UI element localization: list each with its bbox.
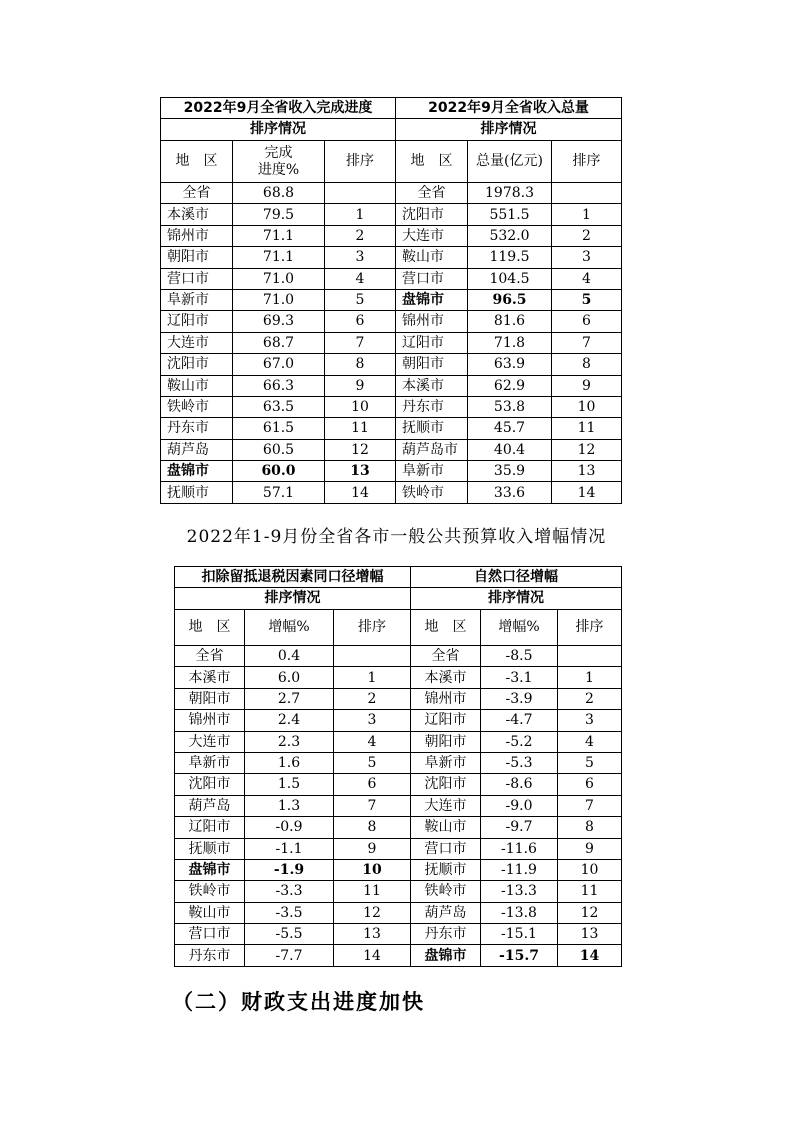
cell-value-left: 60.0 <box>233 461 325 482</box>
cell-region-right: 朝阳市 <box>411 731 481 752</box>
cell-region-right: 丹东市 <box>396 396 468 417</box>
cell-value-right: -11.9 <box>481 859 558 880</box>
cell-rank-right: 1 <box>558 667 622 688</box>
cell-region-right: 本溪市 <box>396 375 468 396</box>
cell-rank-right: 7 <box>558 795 622 816</box>
table1-header-progress: 完成 进度% <box>233 141 325 183</box>
cell-region-left: 鞍山市 <box>161 375 233 396</box>
table-row <box>175 817 622 838</box>
table-row <box>161 482 622 503</box>
cell-rank-left: 8 <box>334 817 411 838</box>
cell-rank-left: 6 <box>334 774 411 795</box>
cell-region-right: 丹东市 <box>411 924 481 945</box>
table1-right-title: 2022年9月全省收入总量 <box>396 98 622 119</box>
section-heading: （二）财政支出进度加快 <box>172 989 425 1014</box>
cell-region-right: 营口市 <box>396 268 468 289</box>
cell-value-left: 69.3 <box>233 311 325 332</box>
cell-rank-left: 8 <box>325 354 396 375</box>
table2-header-rank-right: 排序 <box>558 610 622 646</box>
cell-rank-left: 1 <box>325 204 396 225</box>
cell-value-left: 2.7 <box>245 688 334 709</box>
cell-region-left: 阜新市 <box>175 752 245 773</box>
cell-region-left: 丹东市 <box>175 945 245 966</box>
cell-value-left: 61.5 <box>233 418 325 439</box>
table-row <box>175 881 622 902</box>
cell-rank-right: 4 <box>552 268 622 289</box>
cell-region-right: 本溪市 <box>411 667 481 688</box>
cell-value-left: -1.1 <box>245 838 334 859</box>
table-row <box>161 289 622 310</box>
cell-rank-left: 10 <box>334 859 411 880</box>
cell-rank-right: 11 <box>552 418 622 439</box>
cell-rank-right: 12 <box>552 439 622 460</box>
cell-region-right: 锦州市 <box>411 688 481 709</box>
cell-region-left: 本溪市 <box>175 667 245 688</box>
cell-rank-right: 5 <box>558 752 622 773</box>
cell-value-right: -8.5 <box>481 646 558 667</box>
cell-rank-right: 3 <box>552 247 622 268</box>
cell-rank-right <box>558 646 622 667</box>
cell-region-left: 丹东市 <box>161 418 233 439</box>
cell-value-right: -9.7 <box>481 817 558 838</box>
cell-value-right: -8.6 <box>481 774 558 795</box>
cell-region-right: 葫芦岛市 <box>396 439 468 460</box>
cell-rank-right: 10 <box>552 396 622 417</box>
cell-value-right: -15.1 <box>481 924 558 945</box>
cell-rank-right <box>552 183 622 204</box>
table-row <box>161 396 622 417</box>
cell-region-right: 大连市 <box>396 225 468 246</box>
table2-left-subtitle: 排序情况 <box>175 588 411 610</box>
table1-left-subtitle: 排序情况 <box>161 119 396 141</box>
cell-region-left: 大连市 <box>161 332 233 353</box>
cell-value-right: 63.9 <box>468 354 552 375</box>
cell-value-left: 71.0 <box>233 268 325 289</box>
cell-region-left: 葫芦岛 <box>175 795 245 816</box>
cell-value-left: 1.3 <box>245 795 334 816</box>
cell-value-left: -3.5 <box>245 902 334 923</box>
table-row <box>175 945 622 966</box>
cell-value-left: 71.1 <box>233 225 325 246</box>
cell-value-left: 2.3 <box>245 731 334 752</box>
cell-region-left: 铁岭市 <box>161 396 233 417</box>
cell-value-right: 33.6 <box>468 482 552 503</box>
table2-header-region-right: 地 区 <box>411 610 481 646</box>
cell-region-left: 全省 <box>175 646 245 667</box>
cell-region-left: 阜新市 <box>161 289 233 310</box>
cell-rank-right: 14 <box>558 945 622 966</box>
cell-rank-left <box>325 183 396 204</box>
table2-header-growth-left: 增幅% <box>245 610 334 646</box>
cell-rank-left: 14 <box>325 482 396 503</box>
cell-value-left: 71.1 <box>233 247 325 268</box>
cell-region-right: 鞍山市 <box>411 817 481 838</box>
table-row <box>161 354 622 375</box>
cell-value-left: 79.5 <box>233 204 325 225</box>
cell-value-left: 1.5 <box>245 774 334 795</box>
cell-region-left: 锦州市 <box>175 710 245 731</box>
cell-rank-left: 10 <box>325 396 396 417</box>
cell-value-left: 6.0 <box>245 667 334 688</box>
table1-header-region-left: 地 区 <box>161 141 233 183</box>
cell-rank-right: 13 <box>552 461 622 482</box>
table-row <box>161 225 622 246</box>
cell-value-right: 1978.3 <box>468 183 552 204</box>
table-row <box>161 183 622 204</box>
cell-region-left: 抚顺市 <box>175 838 245 859</box>
cell-rank-left: 11 <box>334 881 411 902</box>
table-row <box>161 332 622 353</box>
cell-value-right: -15.7 <box>481 945 558 966</box>
cell-rank-left: 9 <box>334 838 411 859</box>
cell-value-right: 40.4 <box>468 439 552 460</box>
cell-rank-left: 5 <box>334 752 411 773</box>
cell-rank-left: 4 <box>325 268 396 289</box>
cell-rank-right: 8 <box>552 354 622 375</box>
cell-value-left: -1.9 <box>245 859 334 880</box>
cell-region-left: 沈阳市 <box>175 774 245 795</box>
cell-value-right: -13.3 <box>481 881 558 902</box>
table1-right-subtitle: 排序情况 <box>396 119 622 141</box>
cell-value-left: 67.0 <box>233 354 325 375</box>
cell-rank-right: 13 <box>558 924 622 945</box>
cell-value-right: 96.5 <box>468 289 552 310</box>
table-row <box>175 752 622 773</box>
cell-rank-left: 13 <box>325 461 396 482</box>
cell-region-right: 葫芦岛 <box>411 902 481 923</box>
table-row <box>161 268 622 289</box>
table-row <box>161 418 622 439</box>
cell-rank-left: 6 <box>325 311 396 332</box>
cell-region-right: 盘锦市 <box>411 945 481 966</box>
cell-region-left: 辽阳市 <box>161 311 233 332</box>
cell-value-right: -9.0 <box>481 795 558 816</box>
cell-value-left: 60.5 <box>233 439 325 460</box>
cell-value-right: -13.8 <box>481 902 558 923</box>
cell-rank-right: 7 <box>552 332 622 353</box>
table-row <box>175 924 622 945</box>
table-row <box>175 902 622 923</box>
cell-rank-right: 8 <box>558 817 622 838</box>
cell-region-right: 铁岭市 <box>411 881 481 902</box>
cell-region-left: 全省 <box>161 183 233 204</box>
cell-value-right: 62.9 <box>468 375 552 396</box>
cell-rank-left: 3 <box>334 710 411 731</box>
cell-rank-right: 10 <box>558 859 622 880</box>
table-row <box>175 838 622 859</box>
cell-region-left: 本溪市 <box>161 204 233 225</box>
cell-value-right: -5.2 <box>481 731 558 752</box>
table-row <box>161 311 622 332</box>
table1-header-region-right: 地 区 <box>396 141 468 183</box>
table1-header-total: 总量(亿元) <box>468 141 552 183</box>
table-row <box>175 731 622 752</box>
cell-rank-left: 2 <box>334 688 411 709</box>
income-growth-table <box>174 566 622 967</box>
cell-rank-right: 2 <box>558 688 622 709</box>
cell-rank-right: 5 <box>552 289 622 310</box>
cell-region-right: 抚顺市 <box>411 859 481 880</box>
cell-rank-left: 4 <box>334 731 411 752</box>
cell-region-right: 大连市 <box>411 795 481 816</box>
cell-region-right: 全省 <box>411 646 481 667</box>
table-row <box>175 774 622 795</box>
cell-region-right: 全省 <box>396 183 468 204</box>
cell-region-left: 辽阳市 <box>175 817 245 838</box>
cell-region-left: 葫芦岛 <box>161 439 233 460</box>
cell-region-right: 阜新市 <box>396 461 468 482</box>
table-row <box>161 247 622 268</box>
cell-value-right: -4.7 <box>481 710 558 731</box>
cell-region-left: 盘锦市 <box>175 859 245 880</box>
cell-rank-left: 1 <box>334 667 411 688</box>
cell-region-right: 营口市 <box>411 838 481 859</box>
cell-rank-right: 6 <box>552 311 622 332</box>
cell-rank-right: 9 <box>552 375 622 396</box>
table-row <box>161 375 622 396</box>
table2-header-growth-right: 增幅% <box>481 610 558 646</box>
cell-rank-right: 2 <box>552 225 622 246</box>
cell-value-left: 68.7 <box>233 332 325 353</box>
cell-value-right: -5.3 <box>481 752 558 773</box>
cell-region-right: 抚顺市 <box>396 418 468 439</box>
cell-value-left: -5.5 <box>245 924 334 945</box>
table-row <box>175 646 622 667</box>
table-row <box>175 710 622 731</box>
table-row <box>161 461 622 482</box>
cell-value-right: 71.8 <box>468 332 552 353</box>
cell-value-left: 66.3 <box>233 375 325 396</box>
cell-region-right: 铁岭市 <box>396 482 468 503</box>
cell-rank-left: 3 <box>325 247 396 268</box>
cell-region-right: 辽阳市 <box>396 332 468 353</box>
cell-value-left: 63.5 <box>233 396 325 417</box>
cell-region-left: 盘锦市 <box>161 461 233 482</box>
table-row <box>175 859 622 880</box>
table-row <box>161 204 622 225</box>
cell-rank-left: 12 <box>334 902 411 923</box>
cell-region-right: 阜新市 <box>411 752 481 773</box>
cell-rank-right: 9 <box>558 838 622 859</box>
income-progress-table <box>160 97 622 504</box>
cell-region-right: 鞍山市 <box>396 247 468 268</box>
cell-region-right: 辽阳市 <box>411 710 481 731</box>
cell-region-left: 朝阳市 <box>175 688 245 709</box>
cell-region-right: 锦州市 <box>396 311 468 332</box>
cell-value-left: 57.1 <box>233 482 325 503</box>
cell-rank-right: 1 <box>552 204 622 225</box>
table2-left-title: 扣除留抵退税因素同口径增幅 <box>175 567 411 588</box>
table2-right-title: 自然口径增幅 <box>411 567 622 588</box>
cell-rank-left: 9 <box>325 375 396 396</box>
table1-left-title: 2022年9月全省收入完成进度 <box>161 98 396 119</box>
cell-value-right: 53.8 <box>468 396 552 417</box>
cell-rank-left <box>334 646 411 667</box>
cell-region-right: 沈阳市 <box>396 204 468 225</box>
cell-value-left: -0.9 <box>245 817 334 838</box>
table1-header-rank-left: 排序 <box>325 141 396 183</box>
table-row <box>175 688 622 709</box>
cell-value-left: 2.4 <box>245 710 334 731</box>
cell-value-right: 104.5 <box>468 268 552 289</box>
cell-rank-left: 11 <box>325 418 396 439</box>
table-row <box>175 667 622 688</box>
cell-value-left: 0.4 <box>245 646 334 667</box>
cell-region-right: 沈阳市 <box>411 774 481 795</box>
cell-region-left: 铁岭市 <box>175 881 245 902</box>
cell-value-right: 35.9 <box>468 461 552 482</box>
cell-value-right: -11.6 <box>481 838 558 859</box>
cell-rank-right: 4 <box>558 731 622 752</box>
table-row <box>161 439 622 460</box>
cell-value-right: 81.6 <box>468 311 552 332</box>
cell-rank-left: 13 <box>334 924 411 945</box>
cell-value-right: 45.7 <box>468 418 552 439</box>
cell-rank-right: 3 <box>558 710 622 731</box>
cell-region-right: 盘锦市 <box>396 289 468 310</box>
cell-region-left: 大连市 <box>175 731 245 752</box>
cell-value-right: 551.5 <box>468 204 552 225</box>
cell-rank-right: 12 <box>558 902 622 923</box>
table1-header-rank-right: 排序 <box>552 141 622 183</box>
table2-caption: 2022年1-9月份全省各市一般公共预算收入增幅情况 <box>186 527 607 547</box>
cell-region-left: 营口市 <box>175 924 245 945</box>
table2-header-rank-left: 排序 <box>334 610 411 646</box>
cell-rank-left: 5 <box>325 289 396 310</box>
cell-value-left: 1.6 <box>245 752 334 773</box>
cell-region-left: 鞍山市 <box>175 902 245 923</box>
cell-rank-left: 7 <box>325 332 396 353</box>
cell-rank-left: 7 <box>334 795 411 816</box>
cell-value-right: 532.0 <box>468 225 552 246</box>
cell-rank-right: 14 <box>552 482 622 503</box>
cell-rank-right: 6 <box>558 774 622 795</box>
cell-region-left: 锦州市 <box>161 225 233 246</box>
table-row <box>175 795 622 816</box>
cell-region-left: 抚顺市 <box>161 482 233 503</box>
cell-value-right: -3.9 <box>481 688 558 709</box>
cell-value-left: -7.7 <box>245 945 334 966</box>
table2-right-subtitle: 排序情况 <box>411 588 622 610</box>
cell-rank-left: 12 <box>325 439 396 460</box>
cell-value-left: 68.8 <box>233 183 325 204</box>
cell-rank-right: 11 <box>558 881 622 902</box>
cell-rank-left: 14 <box>334 945 411 966</box>
cell-value-right: -3.1 <box>481 667 558 688</box>
cell-value-right: 119.5 <box>468 247 552 268</box>
cell-region-right: 朝阳市 <box>396 354 468 375</box>
cell-region-left: 沈阳市 <box>161 354 233 375</box>
cell-value-left: -3.3 <box>245 881 334 902</box>
cell-region-left: 营口市 <box>161 268 233 289</box>
cell-region-left: 朝阳市 <box>161 247 233 268</box>
cell-value-left: 71.0 <box>233 289 325 310</box>
table2-header-region-left: 地 区 <box>175 610 245 646</box>
cell-rank-left: 2 <box>325 225 396 246</box>
